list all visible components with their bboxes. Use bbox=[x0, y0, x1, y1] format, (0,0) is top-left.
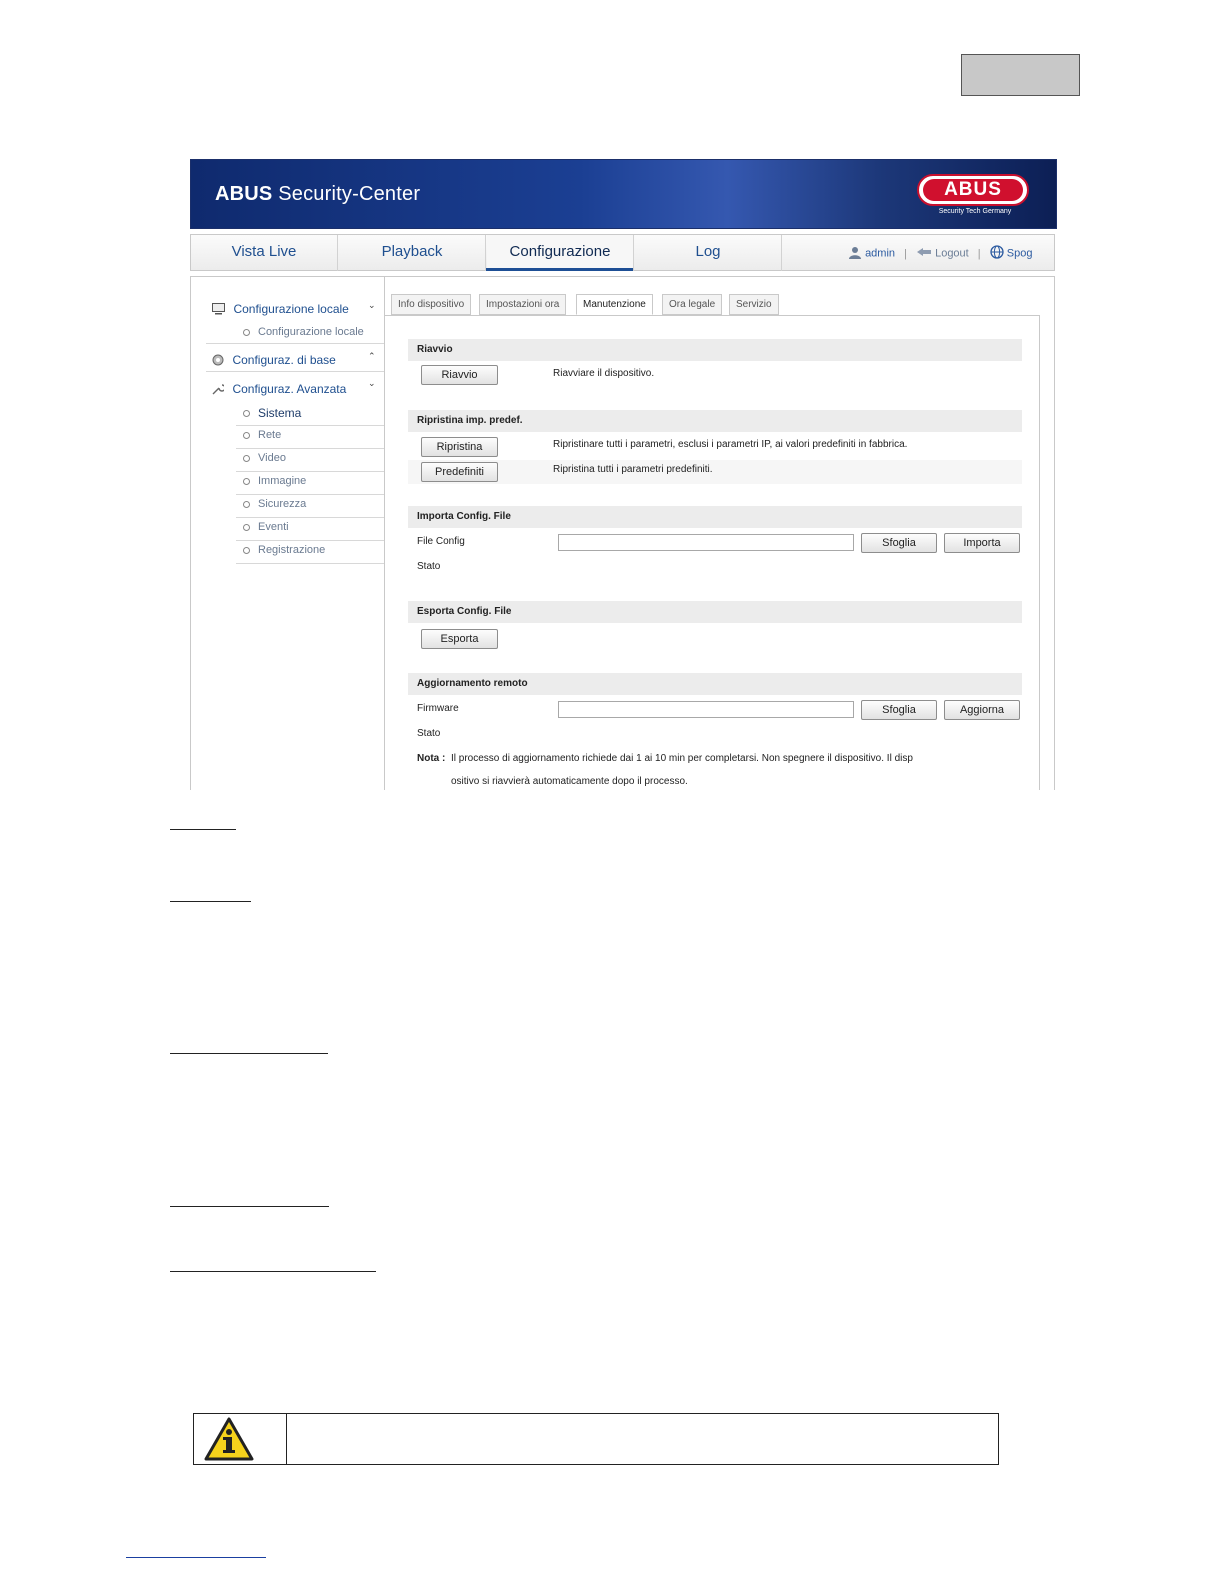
update-browse-button[interactable]: Sfoglia bbox=[861, 700, 937, 720]
chevron-up-icon[interactable]: ⌃ bbox=[368, 351, 376, 361]
heading-underline bbox=[170, 1271, 376, 1272]
default-button[interactable]: Predefiniti bbox=[421, 462, 498, 482]
footer-link-underline bbox=[126, 1557, 266, 1558]
page-label-box bbox=[961, 54, 1080, 96]
sidebar-item-eventi[interactable]: Eventi bbox=[243, 521, 289, 533]
note-line-1: Il processo di aggiornamento richiede dai 1 ai 10 min per completarsi. Non spegnere il dispositivo. Il disp bbox=[451, 753, 913, 764]
language-selector[interactable]: Spog bbox=[1006, 247, 1033, 260]
note-line-2: ositivo si riavvierà automaticamente dopo il processo. bbox=[451, 776, 688, 787]
logout-icon bbox=[916, 248, 935, 260]
gear-icon bbox=[212, 354, 224, 366]
section-import-title: Importa Config. File bbox=[408, 506, 1022, 528]
tab-vista-live[interactable]: Vista Live bbox=[191, 235, 338, 271]
tab-log[interactable]: Log bbox=[635, 235, 782, 271]
reboot-description: Riavviare il dispositivo. bbox=[553, 368, 655, 379]
section-update-title: Aggiornamento remoto bbox=[408, 673, 1022, 695]
user-name[interactable]: admin bbox=[865, 247, 896, 260]
note-label: Nota : bbox=[417, 753, 446, 764]
firmware-input[interactable] bbox=[558, 701, 854, 718]
web-ui-screenshot bbox=[190, 159, 1057, 790]
chevron-down-icon[interactable]: ⌄ bbox=[368, 378, 376, 388]
restore-description: Ripristinare tutti i parametri, esclusi i parametri IP, ai valori predefiniti in fabbrica. bbox=[553, 439, 908, 450]
globe-icon bbox=[990, 250, 1007, 262]
config-file-label: File Config bbox=[417, 536, 465, 547]
user-icon bbox=[848, 250, 865, 262]
app-title: ABUS Security-Center bbox=[215, 183, 421, 205]
default-description: Ripristina tutti i parametri predefiniti. bbox=[553, 464, 713, 475]
monitor-icon bbox=[212, 303, 225, 315]
section-reboot-title: Riavvio bbox=[408, 339, 1022, 361]
sidebar-item-registrazione[interactable]: Registrazione bbox=[243, 544, 325, 556]
reboot-button[interactable]: Riavvio bbox=[421, 365, 498, 385]
import-browse-button[interactable]: Sfoglia bbox=[861, 533, 937, 553]
tab-playback[interactable]: Playback bbox=[339, 235, 486, 271]
subtab-manutenzione[interactable]: Manutenzione bbox=[576, 294, 653, 315]
sidebar-item-immagine[interactable]: Immagine bbox=[243, 475, 306, 487]
heading-underline bbox=[170, 1053, 328, 1054]
active-tab-indicator bbox=[486, 268, 633, 271]
sidebar-advanced-config[interactable]: Configuraz. Avanzata bbox=[212, 380, 346, 398]
section-export-title: Esporta Config. File bbox=[408, 601, 1022, 623]
header-banner bbox=[190, 159, 1057, 229]
logout-link[interactable]: Logout bbox=[935, 247, 969, 260]
subtab-ora-legale[interactable]: Ora legale bbox=[662, 294, 722, 315]
note-box bbox=[193, 1413, 999, 1465]
import-status-label: Stato bbox=[417, 561, 441, 572]
export-button[interactable]: Esporta bbox=[421, 629, 498, 649]
subtab-impostazioni-ora[interactable]: Impostazioni ora bbox=[479, 294, 566, 315]
heading-underline bbox=[170, 1206, 329, 1207]
heading-underline bbox=[170, 829, 236, 830]
abus-logo bbox=[915, 174, 1035, 220]
sidebar-item-video[interactable]: Video bbox=[243, 452, 286, 464]
wrench-icon bbox=[212, 383, 224, 395]
update-status-label: Stato bbox=[417, 728, 441, 739]
logo-tagline: Security Tech Germany bbox=[938, 208, 1012, 215]
sidebar-item-local-config[interactable]: Configurazione locale bbox=[243, 326, 364, 338]
sidebar-item-sicurezza[interactable]: Sicurezza bbox=[243, 498, 306, 510]
section-restore-title: Ripristina imp. predef. bbox=[408, 410, 1022, 432]
sidebar-item-rete[interactable]: Rete bbox=[243, 429, 281, 441]
restore-button[interactable]: Ripristina bbox=[421, 437, 498, 457]
sidebar-local-config[interactable]: Configurazione locale bbox=[212, 300, 349, 318]
heading-underline bbox=[170, 901, 251, 902]
import-button[interactable]: Importa bbox=[944, 533, 1020, 553]
user-area: admin | Logout | Spog bbox=[848, 245, 1032, 262]
config-file-input[interactable] bbox=[558, 534, 854, 551]
sidebar-item-sistema[interactable]: Sistema bbox=[243, 406, 301, 420]
update-button[interactable]: Aggiorna bbox=[944, 700, 1020, 720]
chevron-down-icon[interactable]: ⌄ bbox=[368, 300, 376, 310]
firmware-label: Firmware bbox=[417, 703, 459, 714]
sidebar-basic-config[interactable]: Configuraz. di base bbox=[212, 351, 336, 369]
warning-info-icon bbox=[204, 1417, 254, 1466]
tab-configurazione[interactable]: Configurazione bbox=[487, 235, 634, 271]
subtab-servizio[interactable]: Servizio bbox=[729, 294, 779, 315]
subtab-info-dispositivo[interactable]: Info dispositivo bbox=[391, 294, 471, 315]
logo-text: ABUS bbox=[923, 179, 1023, 201]
